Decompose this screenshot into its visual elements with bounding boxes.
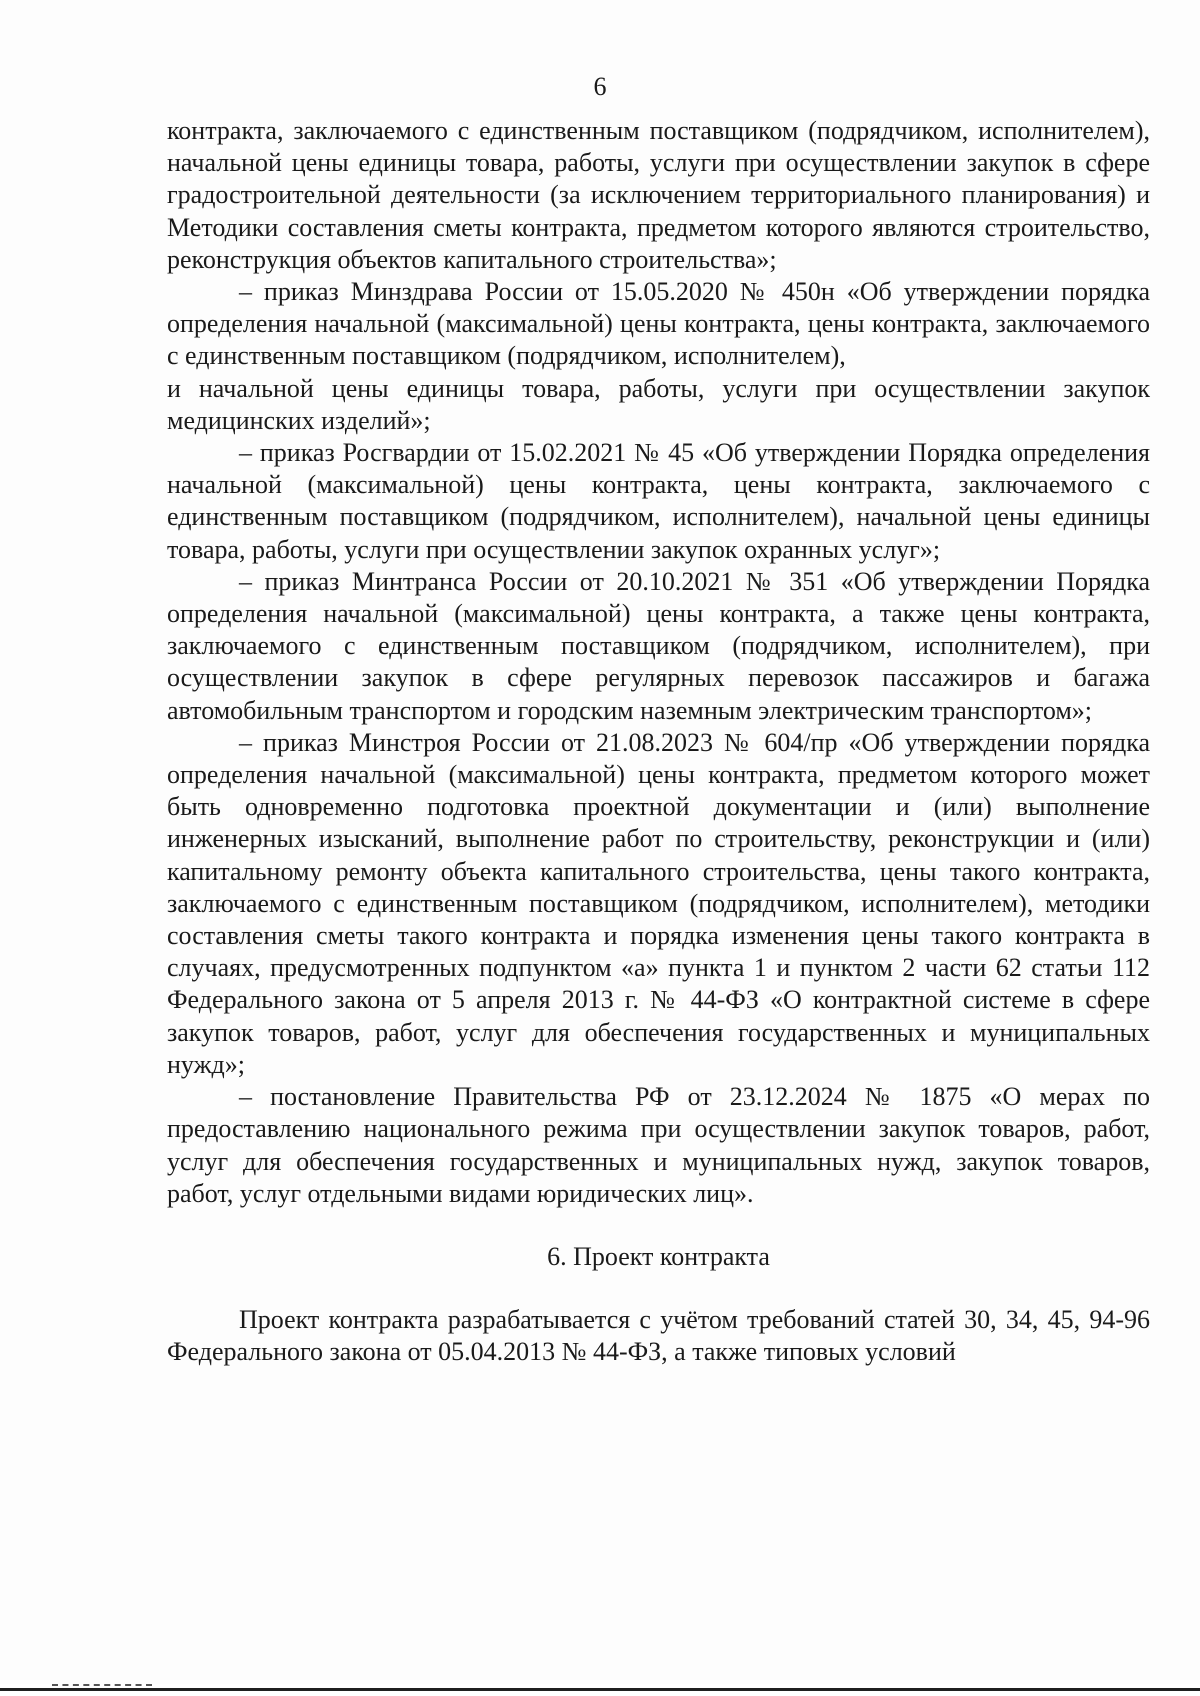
paragraph: контракта, заключаемого с единственным поставщиком (подрядчиком, исполнителем), начальной цены единицы товара, работы, услуги при осуществлении закупок в сфере градостроительной деятельности (за исключением территориального планирования) и Методики составления сметы контракта, предметом которого являются строительство, реконструкция объектов капитального строительства»; xyxy=(167,116,1150,274)
scan-bottom-line xyxy=(0,1688,1200,1691)
list-item-government-resolution: – постановление Правительства РФ от 23.12.2024 № 1875 «О мерах по предоставлению национального режима при осуществлении закупок товаров, работ, услуг для обеспечения государственных и муниципальных нужд, закупок товаров, работ, услуг отдельными видами юридических лиц». xyxy=(167,1082,1150,1208)
page-number: 6 xyxy=(593,72,607,101)
list-item-order-minstroy: – приказ Минстроя России от 21.08.2023 № 604/пр «Об утверждении порядка определения начальной (максимальной) цены контракта, предметом которого может быть одновременно подготовка проектной документации и (или) выполнение инженерных изысканий, выполнение работ по строительству, реконструкции и (или) капитальному ремонту объекта капитального строительства, цены такого контракта, заключаемого с единственным поставщиком (подрядчиком, исполнителем), методики составления сметы такого контракта и порядка изменения цены такого контракта в случаях, предусмотренных подпунктом «а» пункта 1 и пунктом 2 части 62 статьи 112 Федерального закона от 5 апреля 2013 г. № 44-ФЗ «О контрактной системе в сфере закупок товаров, работ, услуг для обеспечения государственных и муниципальных нужд»; xyxy=(167,727,1150,1079)
scan-bottom-edge xyxy=(0,1684,1200,1696)
document-body xyxy=(167,115,1150,1369)
section-heading: 6. Проект контракта xyxy=(547,1241,770,1271)
section-paragraph: Проект контракта разрабатывается с учётом требований статей 30, 34, 45, 94-96 Федерального закона от 05.04.2013 № 44-ФЗ, а также типовых условий xyxy=(167,1305,1150,1367)
paragraph: и начальной цены единицы товара, работы, услуги при осуществлении закупок медицинских изделий»; xyxy=(167,373,1150,435)
list-item-order-rosgvardia: – приказ Росгвардии от 15.02.2021 № 45 «Об утверждении Порядка определения начальной (максимальной) цены контракта, цены контракта, заключаемого с единственным поставщиком (подрядчиком, исполнителем), начальной цены единицы товара, работы, услуги при осуществлении закупок охранных услуг»; xyxy=(167,438,1150,564)
list-item-order-mintrans: – приказ Минтранса России от 20.10.2021 № 351 «Об утверждении Порядка определения начальной (максимальной) цены контракта, а также цены контракта, заключаемого с единственным поставщиком (подрядчиком, исполнителем), при осуществлении закупок в сфере регулярных перевозок пассажиров и багажа автомобильным транспортом и городским наземным электрическим транспортом»; xyxy=(167,566,1150,725)
list-item-order-minzdrav: – приказ Минздрава России от 15.05.2020 № 450н «Об утверждении порядка определения начальной (максимальной) цены контракта, цены контракта, заключаемого с единственным поставщиком (подрядчиком, исполнителем), xyxy=(167,277,1150,371)
